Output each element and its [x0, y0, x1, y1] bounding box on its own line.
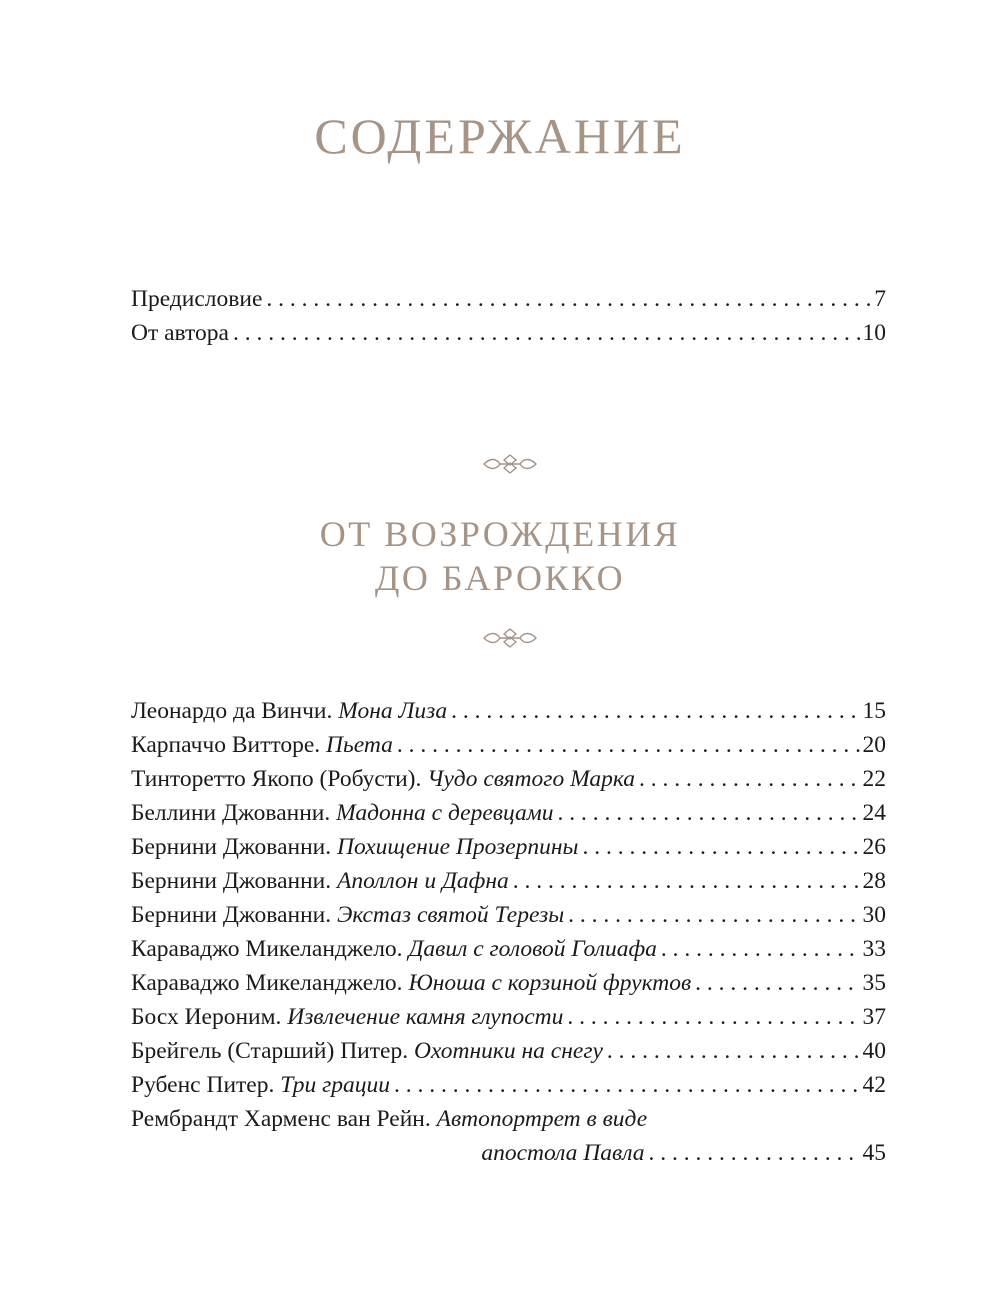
toc-list — [131, 694, 886, 1170]
dot-leader — [582, 830, 860, 864]
toc-entry[interactable] — [131, 694, 886, 728]
dot-leader — [513, 864, 861, 898]
dot-leader — [394, 1068, 861, 1102]
toc-entry[interactable] — [131, 932, 886, 966]
toc-entry-label: От автора — [131, 320, 229, 346]
page-title: СОДЕРЖАНИЕ — [314, 108, 686, 164]
toc-entry[interactable] — [131, 1068, 886, 1102]
toc-page-number: 22 — [862, 766, 886, 792]
dot-leader — [607, 1034, 861, 1068]
toc-entry-preface[interactable] — [131, 282, 886, 316]
toc-entry[interactable] — [131, 728, 886, 762]
section-title-line2: ДО БАРОККО — [374, 558, 626, 598]
toc-entry-author: Босх Иероним. — [131, 1004, 282, 1030]
toc-entry-author: Бернини Джованни. — [131, 902, 332, 928]
ornament-divider-icon — [480, 626, 540, 650]
toc-entry-author: Леонардо да Винчи. — [131, 698, 333, 724]
toc-entry[interactable] — [131, 864, 886, 898]
dot-leader — [661, 932, 861, 966]
toc-page-number: 20 — [862, 732, 886, 758]
toc-entry-author: Рубенс Питер. — [131, 1072, 275, 1098]
toc-entry-author: Брейгель (Старший) Питер. — [131, 1038, 409, 1064]
toc-entry[interactable] — [131, 762, 886, 796]
toc-entry-multiline[interactable] — [131, 1102, 886, 1136]
toc-entry[interactable] — [131, 830, 886, 864]
toc-page-number: 45 — [862, 1140, 886, 1166]
ornament-divider-icon — [480, 452, 540, 476]
toc-entry-work: Экстаз святой Терезы — [336, 902, 565, 928]
dot-leader — [397, 728, 861, 762]
section-title-line1: ОТ ВОЗРОЖДЕНИЯ — [319, 514, 681, 554]
toc-entry[interactable] — [131, 1000, 886, 1034]
toc-page-number: 33 — [862, 936, 886, 962]
dot-leader — [639, 762, 861, 796]
toc-entry-author: Караваджо Микеланджело. — [131, 970, 403, 996]
toc-entry-work: Охотники на снегу — [413, 1038, 603, 1064]
front-matter-list — [131, 282, 886, 350]
toc-entry-continuation[interactable] — [131, 1136, 886, 1170]
toc-entry-work: Аполлон и Дафна — [336, 868, 509, 894]
toc-page-number: 15 — [862, 698, 886, 724]
dot-leader — [567, 1000, 860, 1034]
toc-entry[interactable] — [131, 898, 886, 932]
toc-entry-author: Рембрандт Харменс ван Рейн. — [131, 1106, 431, 1132]
toc-entry[interactable] — [131, 796, 886, 830]
toc-entry-author: Карпаччо Витторе. — [131, 732, 321, 758]
toc-entry-work: Автопортрет в виде — [436, 1106, 648, 1132]
toc-entry-author: Тинторетто Якопо (Робусти). — [131, 766, 422, 792]
section-title — [0, 512, 1000, 600]
dot-leader — [451, 694, 860, 728]
toc-entry[interactable] — [131, 1034, 886, 1068]
toc-page-number: 37 — [862, 1004, 886, 1030]
dot-leader — [568, 898, 860, 932]
toc-entry-author: Бернини Джованни. — [131, 868, 332, 894]
toc-page-number: 28 — [862, 868, 886, 894]
dot-leader — [695, 966, 860, 1000]
dot-leader — [266, 282, 872, 316]
toc-page-number: 24 — [862, 800, 886, 826]
toc-entry-work: Чудо святого Марка — [427, 766, 635, 792]
toc-entry-author: Караваджо Микеланджело. — [131, 936, 403, 962]
toc-entry-label: Предисловие — [131, 286, 263, 312]
toc-entry[interactable] — [131, 966, 886, 1000]
toc-entry-work: Юноша с корзиной фруктов — [408, 970, 692, 996]
toc-entry-work: Похищение Прозерпины — [336, 834, 579, 860]
toc-page-number: 40 — [862, 1038, 886, 1064]
toc-entry-work: Давил с головой Голиафа — [408, 936, 657, 962]
toc-page-number: 26 — [862, 834, 886, 860]
dot-leader — [558, 796, 861, 830]
toc-page-number: 7 — [874, 286, 886, 312]
toc-page-number: 35 — [862, 970, 886, 996]
toc-page-number: 10 — [862, 320, 886, 346]
toc-entry-from-author[interactable] — [131, 316, 886, 350]
toc-entry-work: Мона Лиза — [338, 698, 448, 724]
toc-entry-work-continued: апостола Павла — [481, 1140, 645, 1166]
toc-entry-work: Три грации — [280, 1072, 390, 1098]
toc-page-number: 30 — [862, 902, 886, 928]
toc-entry-author: Бернини Джованни. — [131, 834, 332, 860]
dot-leader — [649, 1136, 861, 1170]
toc-entry-work: Пьета — [326, 732, 393, 758]
dot-leader — [233, 316, 861, 350]
toc-page-number: 42 — [862, 1072, 886, 1098]
toc-entry-work: Мадонна с деревцами — [336, 800, 554, 826]
toc-entry-author: Беллини Джованни. — [131, 800, 331, 826]
toc-entry-work: Извлечение камня глупости — [287, 1004, 564, 1030]
